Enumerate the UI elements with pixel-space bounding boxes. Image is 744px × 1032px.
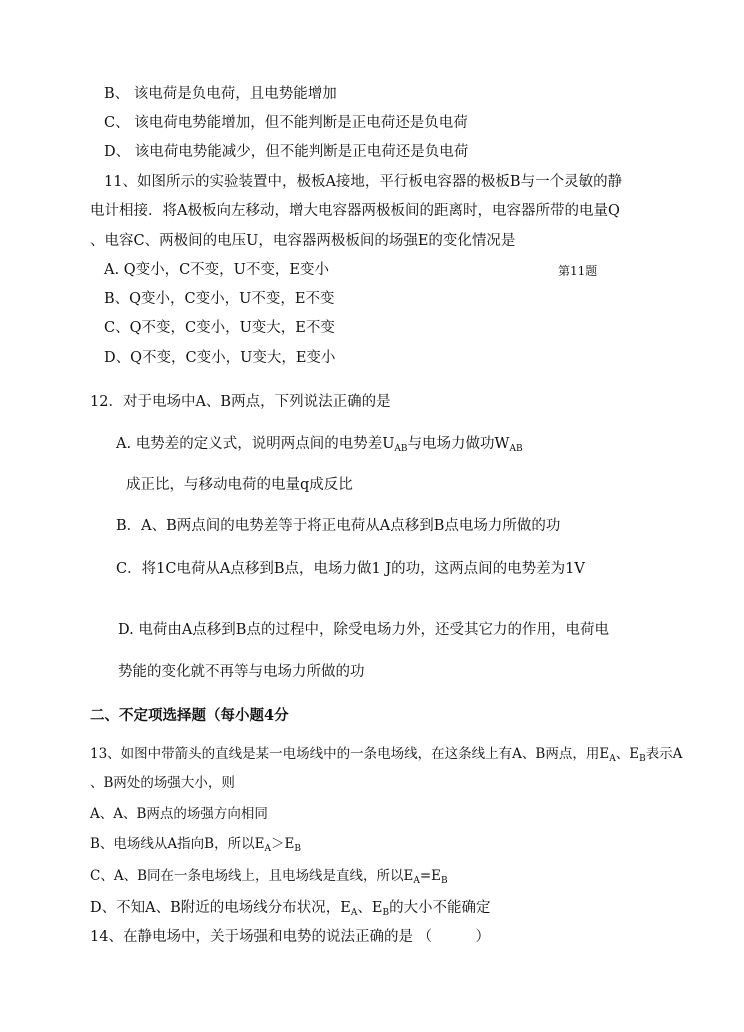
q10-option-c: C、 该电荷电势能增加，但不能判断是正电荷还是负电荷 <box>104 115 468 131</box>
q11-stem-line3: 、电容C、两极间的电压U，电容器两极板间的场强E的变化情况是 <box>90 233 516 249</box>
q12-option-d-line2: 势能的变化就不再等与电场力所做的功 <box>118 664 365 680</box>
q14-stem: 14、在静电场中，关于场强和电势的说法正确的是 （ ） <box>90 929 491 945</box>
q12-option-c: C．将1C电荷从A点移到B点，电场力做1 J的功，这两点间的电势差为1V <box>116 561 585 577</box>
q11-stem-line1: 11、如图所示的实验装置中，极板A接地，平行板电容器的极板B与一个灵敏的静 <box>104 174 623 190</box>
q11-option-b: B、Q变小，C变小，U不变，E不变 <box>104 291 335 307</box>
q12-stem: 12．对于电场中A、B两点，下列说法正确的是 <box>90 394 391 410</box>
q10-option-d: D、 该电荷电势能减少，但不能判断是正电荷还是负电荷 <box>104 144 469 160</box>
section-2-heading: 二、不定项选择题（每小题4分 <box>90 707 289 724</box>
q13-stem-line2: 、B两处的场强大小，则 <box>90 775 235 791</box>
q11-option-c: C、Q不变，C变小，U变大，E不变 <box>104 320 335 336</box>
q12-option-b: B．A、B两点间的电势差等于将正电荷从A点移到B点电场力所做的功 <box>116 518 561 534</box>
q13-option-b: B、电场线从A指向B，所以$E_A>E_B$ <box>90 836 301 854</box>
q13-option-c: C、A、B同在一条电场线上，且电场线是直线，所以$E_A=E_B$ <box>90 868 448 886</box>
q13-stem-line1: 13、如图中带箭头的直线是某一电场线中的一条电场线，在这条线上有A、B两点，用$E_A$、$E_B$表示A <box>90 746 683 764</box>
q13-option-d: D、不知A、B附近的电场线分布状况，$E_A$、$E_B$的大小不能确定 <box>90 900 491 918</box>
q12-option-a-line2: 成正比，与移动电荷的电量q成反比 <box>126 477 353 493</box>
q12-option-d-line1: D. 电荷由A点移到B点的过程中，除受电场力外，还受其它力的作用，电荷电 <box>118 622 609 638</box>
q13-option-a: A、A、B两点的场强方向相同 <box>90 806 268 822</box>
q11-option-d: D、Q不变，C变小，U变大，E变小 <box>104 350 336 366</box>
q11-stem-line2: 电计相接．将A极板向左移动，增大电容器两极板间的距离时，电容器所带的电量Q <box>90 203 620 219</box>
q11-figure-label: 第11题 <box>558 264 598 278</box>
q10-option-b: B、 该电荷是负电荷，且电势能增加 <box>104 86 337 102</box>
q11-option-a: A. Q变小，C不变，U不变，E变小 <box>104 262 329 278</box>
q12-option-a-line1: A. 电势差的定义式，说明两点间的电势差$U_{AB}$与电场力做功$W_{AB}$ <box>116 436 523 454</box>
